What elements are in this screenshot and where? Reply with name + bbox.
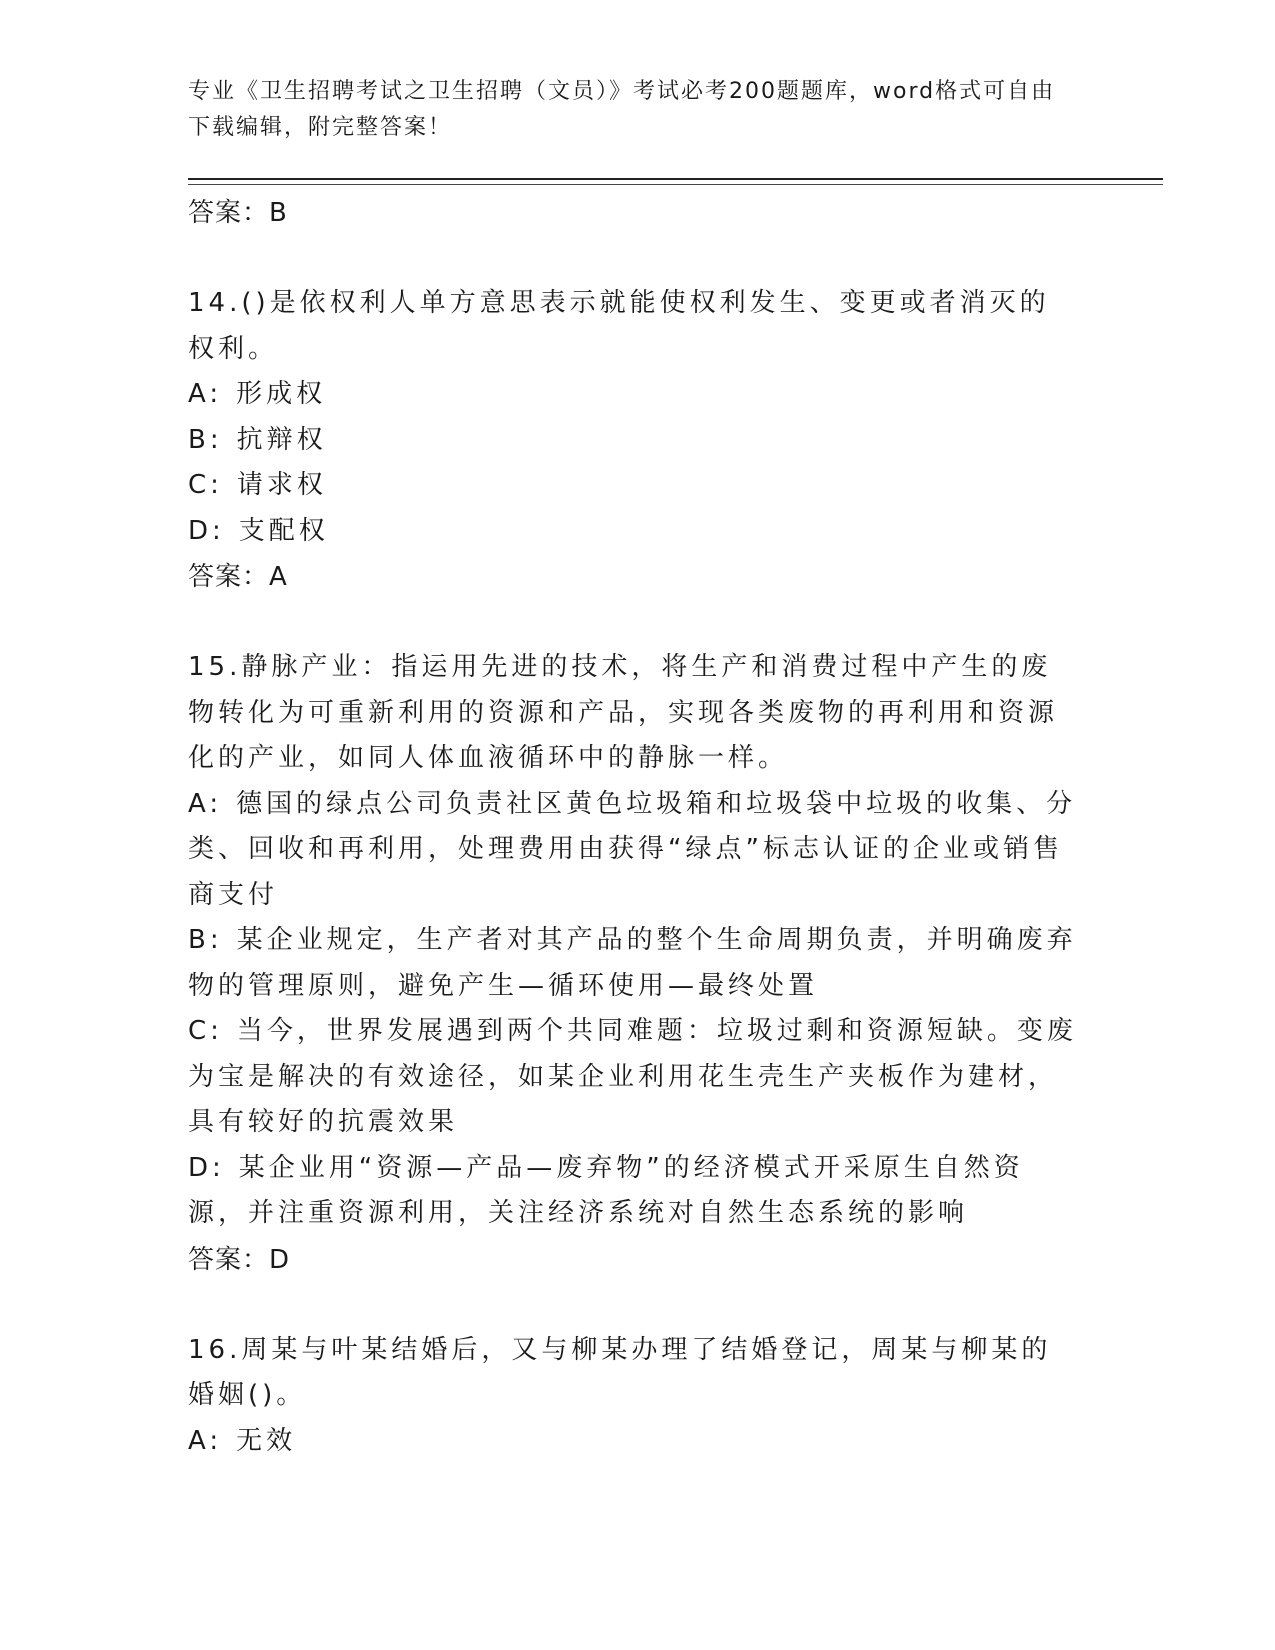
option-b xyxy=(188,918,1078,1009)
option-text: 某企业规定，生产者对其产品的整个生命周期负责，并明确废弃物的管理原则，避免产生—循环使用—最终处置 xyxy=(188,925,1077,1001)
option-label: A: xyxy=(188,788,223,819)
option-text: 请求权 xyxy=(236,470,327,500)
question-16 xyxy=(188,1328,1078,1465)
option-label: B: xyxy=(188,925,223,955)
answer: 答案：D xyxy=(188,1244,291,1275)
option-d xyxy=(188,1146,1078,1237)
option-text: 形成权 xyxy=(236,379,327,409)
option-label: A: xyxy=(188,1425,223,1456)
header-divider-thick xyxy=(188,178,1163,180)
question-text: 14.()是依权利人单方意思表示就能使权利发生、变更或者消灭的权利。 xyxy=(188,288,1050,364)
option-label: D: xyxy=(188,515,225,546)
document-header: 专业《卫生招聘考试之卫生招聘（文员）》考试必考200题题库，word格式可自由下载编辑，附完整答案！ xyxy=(188,79,1056,140)
option-label: C: xyxy=(188,1016,223,1046)
header-divider-thin xyxy=(188,184,1163,185)
option-text: 抗辩权 xyxy=(236,424,327,455)
option-text: 无效 xyxy=(236,1425,297,1456)
option-label: C: xyxy=(188,470,223,500)
option-label: B: xyxy=(188,424,223,455)
question-list xyxy=(188,190,1078,1464)
question-14 xyxy=(188,281,1078,600)
option-text: 某企业用“资源—产品—废弃物”的经济模式开采原生自然资源，并注重资源利用，关注经济系统对自然生态系统的影响 xyxy=(188,1152,1024,1228)
option-d xyxy=(188,509,1078,555)
option-c xyxy=(188,463,1078,509)
option-text: 当今，世界发展遇到两个共同难题：垃圾过剩和资源短缺。变废为宝是解决的有效途径，如某企业利用花生壳生产夹板作为建材，具有较好的抗震效果 xyxy=(188,1016,1077,1137)
option-label: D: xyxy=(188,1152,225,1183)
answer: 答案：A xyxy=(188,562,288,592)
question-text: 16.周某与叶某结婚后，又与柳某办理了结婚登记，周某与柳某的婚姻()。 xyxy=(188,1334,1052,1410)
option-text: 德国的绿点公司负责社区黄色垃圾箱和垃圾袋中垃圾的收集、分类、回收和再利用，处理费用由获得“绿点”标志认证的企业或销售商支付 xyxy=(188,788,1077,910)
option-c xyxy=(188,1009,1078,1146)
option-a xyxy=(188,372,1078,418)
option-text: 支配权 xyxy=(238,515,329,546)
option-label: A: xyxy=(188,379,223,409)
question-15 xyxy=(188,645,1078,1283)
option-a xyxy=(188,1419,1078,1465)
option-a xyxy=(188,782,1078,919)
question-text: 15.静脉产业：指运用先进的技术，将生产和消费过程中产生的废物转化为可重新利用的资源和产品，实现各类废物的再利用和资源化的产业，如同人体血液循环中的静脉一样。 xyxy=(188,652,1059,773)
option-b xyxy=(188,418,1078,464)
previous-answer: 答案：B xyxy=(188,198,288,228)
